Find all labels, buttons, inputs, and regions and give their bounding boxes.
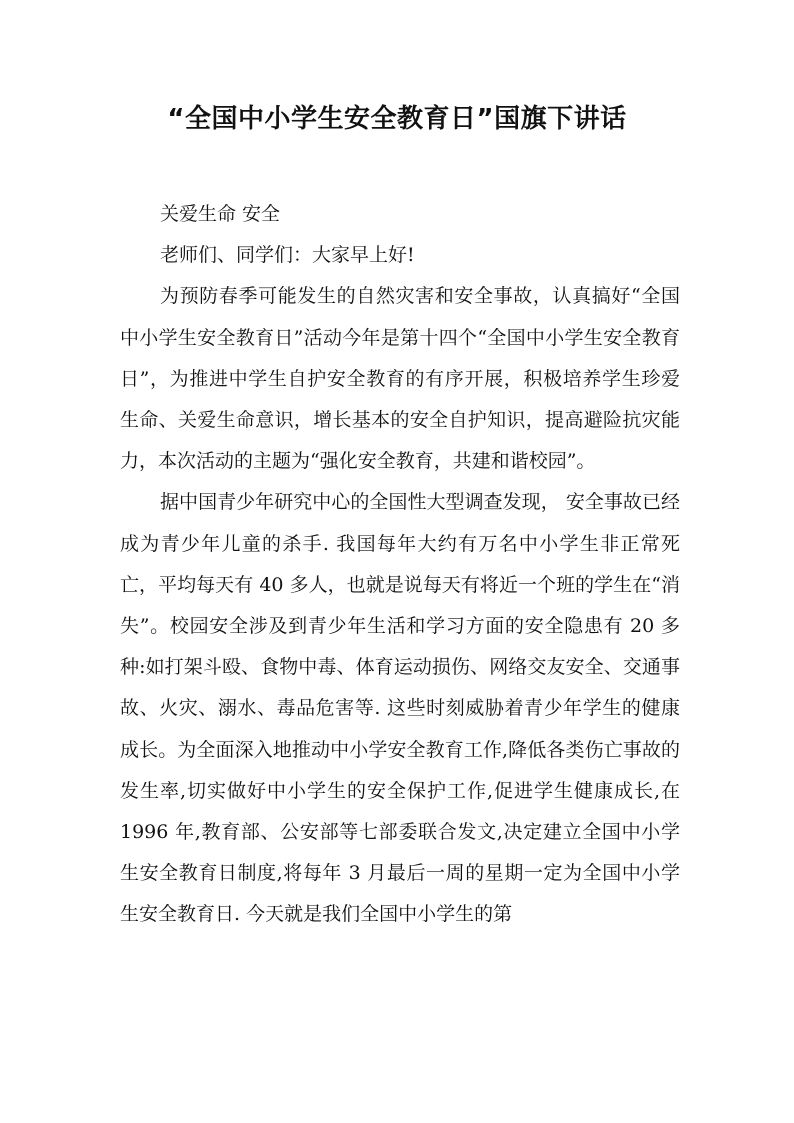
paragraph-intro: 为预防春季可能发生的自然灾害和安全事故，认真搞好“全国中小学生安全教育日”活动今年是第十四个“全国中小学生安全教育日”，为推进中学生自护安全教育的有序开展，积极培养学生珍爱生命、关爱生命意识，增长基本的安全自护知识，提高避险抗灾能力，本次活动的主题为“强化安全教育，共建和谐校园”。: [120, 285, 680, 473]
paragraph-survey: 据中国青少年研究中心的全国性大型调查发现， 安全事故已经成为青少年儿童的杀手. 我国每年大约有万名中小学生非正常死亡，平均每天有 40 多人，也就是说每天有将近一个班的学生在“消失”。校园安全涉及到青少年生活和学习方面的安全隐患有 20 多种:如打架斗殴、食物中毒、体育运动损伤、网络交友安全、交通事故、火灾、溺水、毒品危害等. 这些时刻威胁着青少年学生的健康成长。为全面深入地推动中小学安全教育工作,降低各类伤亡事故的发生率,切实做好中小学生的安全保护工作,促进学生健康成长,在 1996 年,教育部、公安部等七部委联合发文,决定建立全国中小学生安全教育日制度,将每年 3 月最后一周的星期一定为全国中小学生安全教育日. 今天就是我们全国中小学生的第: [120, 491, 680, 926]
paragraph-subtitle: 关爱生命 安全: [160, 203, 281, 225]
paragraph-greeting: 老师们、同学们：大家早上好!: [160, 244, 415, 267]
document-title: “全国中小学生安全教育日”国旗下讲话: [167, 104, 627, 134]
document-body: [120, 194, 680, 936]
